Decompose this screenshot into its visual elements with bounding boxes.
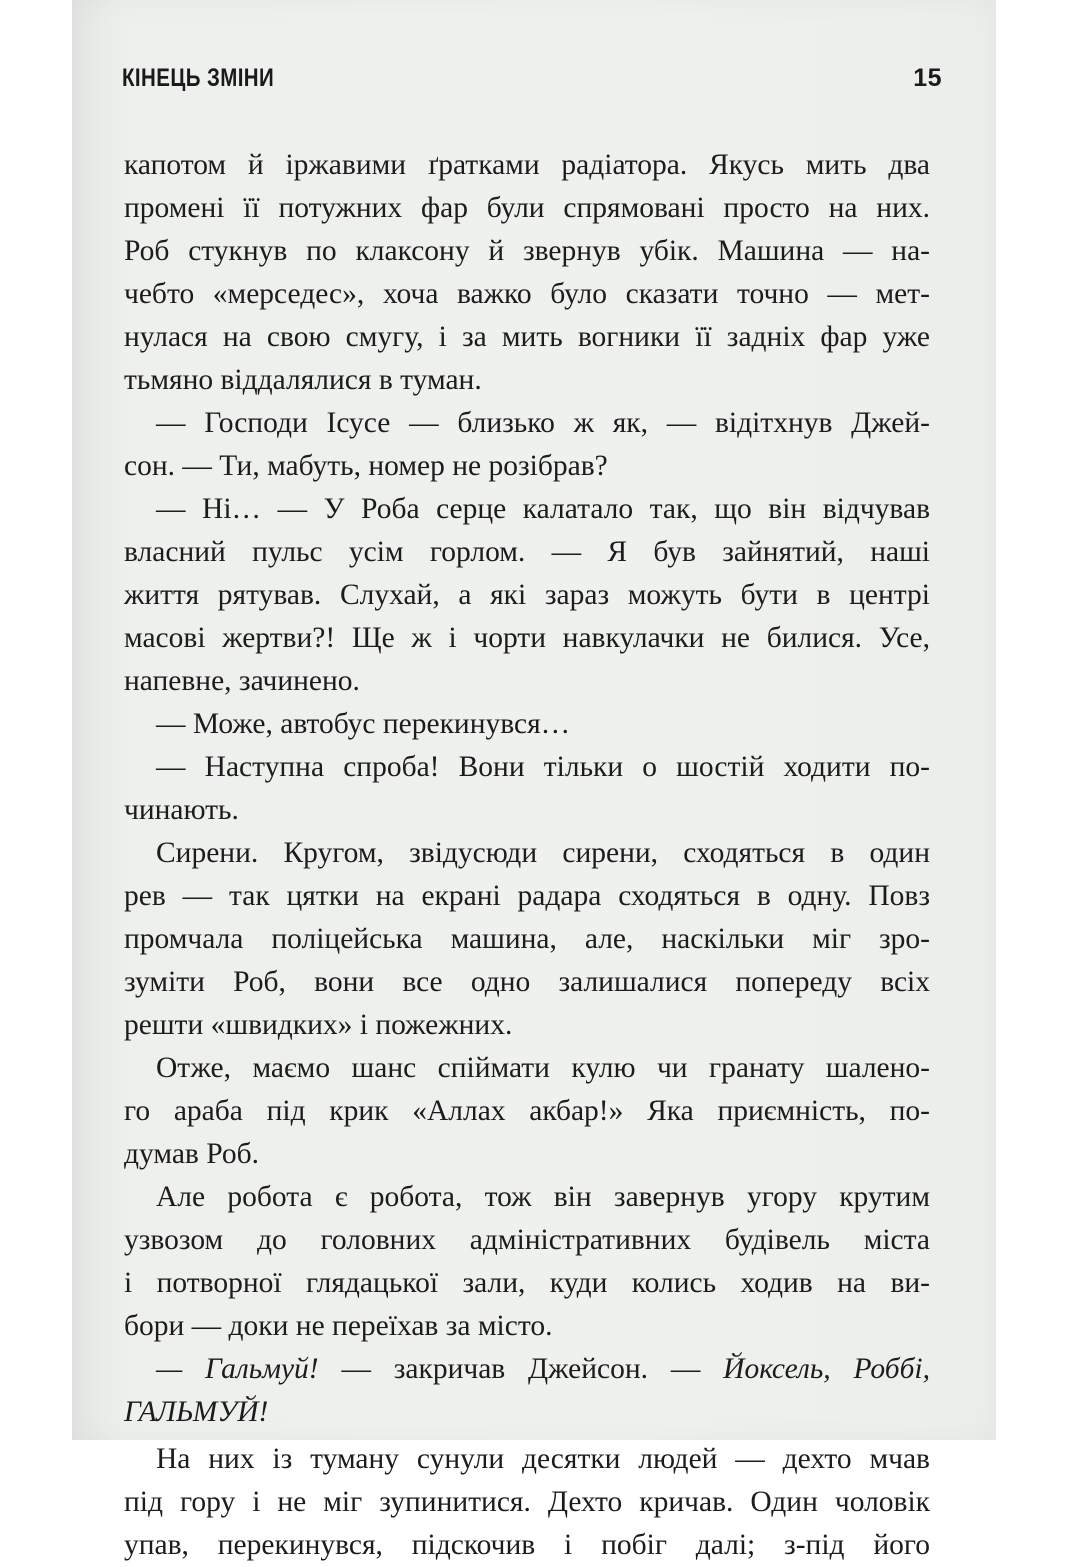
text-line: — Ні… — У Роба серце калатало так, що він відчував xyxy=(156,493,930,525)
text-line: масові жертви?! Ще ж і чорти навкулачки не билися. Усе, xyxy=(124,622,930,654)
text-line: — Наступна спроба! Вони тільки о шостій ходити по- xyxy=(156,751,930,783)
text-line: рев — так цятки на екрані радара сходяться в одну. Повз xyxy=(124,880,930,912)
text-line: Отже, маємо шанс спіймати кулю чи гранату шалено- xyxy=(156,1052,930,1084)
text-line: На них із туману сунули десятки людей — дехто мчав xyxy=(156,1443,930,1475)
chapter-title: КІНЕЦЬ ЗМІНИ xyxy=(122,64,275,92)
text-line: промені її потужних фар були спрямовані просто на них. xyxy=(124,192,930,224)
text-line: сон. — Ти, мабуть, номер не розібрав? xyxy=(124,450,608,482)
text-line: чинають. xyxy=(124,794,239,826)
text-line: упав, перекинувся, підскочив і побіг далі; з-під його xyxy=(124,1529,930,1561)
text-line: — Може, автобус перекинувся… xyxy=(156,708,571,740)
text-line xyxy=(124,1391,930,1434)
text-line: напевне, зачинено. xyxy=(124,665,360,697)
text-line: промчала поліцейська машина, але, наскільки міг зро- xyxy=(124,923,930,955)
italic-speech: ГАЛЬМУЙ! xyxy=(124,1396,269,1428)
speech-attribution: — закричав Джейсон. — xyxy=(318,1353,724,1385)
page-number: 15 xyxy=(913,64,942,92)
text-line: решти «швидких» і пожежних. xyxy=(124,1009,513,1041)
text-line: власний пульс усім горлом. — Я був зайнятий, наші xyxy=(124,536,930,568)
italic-speech: Йоксель, Роббі, xyxy=(723,1353,930,1385)
text-line: Роб стукнув по клаксону й звернув убік. Машина — на- xyxy=(124,235,930,267)
text-line: чебто «мерседес», хоча важко було сказати точно — мет- xyxy=(124,278,930,310)
text-line: тьмяно віддалялися в туман. xyxy=(124,364,482,396)
text-line: думав Роб. xyxy=(124,1138,260,1170)
book-page xyxy=(72,0,996,1561)
text-line: бори — доки не переїхав за місто. xyxy=(124,1310,553,1342)
text-line: нулася на свою смугу, і за мить вогники її задніх фар уже xyxy=(124,321,930,353)
text-line: Але робота є робота, тож він завернув угору крутим xyxy=(156,1181,930,1213)
text-line xyxy=(124,1348,930,1391)
text-line: зуміти Роб, вони все одно залишалися попереду всіх xyxy=(124,966,930,998)
text-line: Сирени. Кругом, звідусюди сирени, сходяться в один xyxy=(156,837,930,869)
text-line: і потворної глядацької зали, куди колись ходив на ви- xyxy=(124,1267,930,1299)
text-line: го араба під крик «Аллах акбар!» Яка приємність, по- xyxy=(124,1095,930,1127)
italic-speech: — Гальмуй! xyxy=(156,1353,319,1385)
text-line: капотом й іржавими ґратками радіатора. Якусь мить два xyxy=(124,149,930,181)
body-text xyxy=(124,144,930,1567)
text-line: — Господи Ісусе — близько ж як, — відітхнув Джей- xyxy=(156,407,930,439)
text-line: життя рятував. Слухай, а які зараз можуть бути в центрі xyxy=(124,579,930,611)
text-line: під гору і не міг зупинитися. Дехто кричав. Один чоловік xyxy=(124,1486,930,1518)
text-line: узвозом до головних адміністративних будівель міста xyxy=(124,1224,930,1256)
